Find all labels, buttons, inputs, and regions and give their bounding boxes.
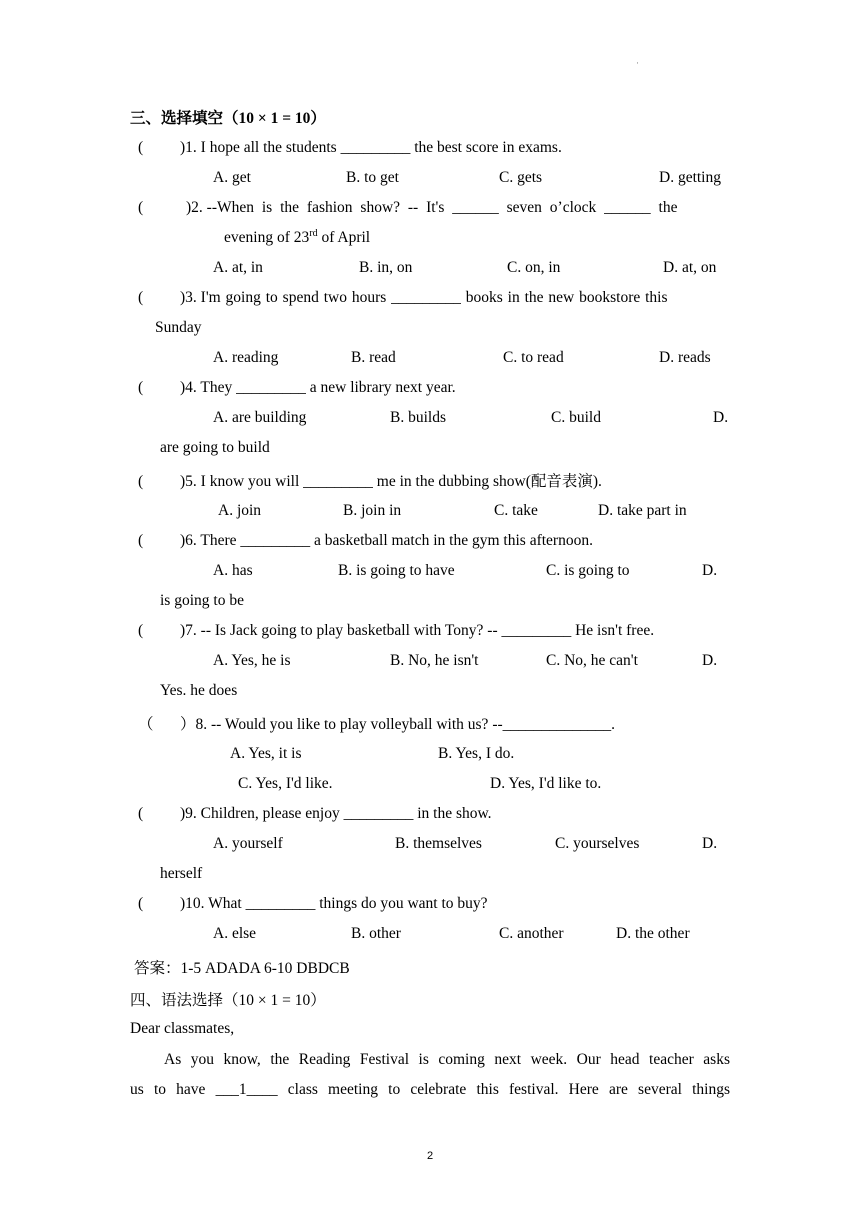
question-number: )5. [180,473,201,490]
option-b: B. is going to have [338,562,455,579]
section-4-title: 四、语法选择（10 × 1 = 10） [130,992,326,1009]
option-c: C. gets [499,169,543,186]
question-7 [138,622,730,640]
option-c: C. to read [503,349,564,366]
option-b: B. join in [343,502,402,519]
question-number: )9. [180,805,201,822]
option-c: C. on, in [507,259,561,276]
answer-paren: ( [138,622,144,639]
option-d: D. take part in [598,502,687,519]
question-3 [138,289,730,307]
option-d: D. Yes, I'd like to. [490,775,602,792]
option-c: C. take [494,502,538,519]
question-2 [138,199,730,217]
option-a: A. else [213,925,257,942]
answer-paren: ( [138,379,144,396]
question-2-continuation: evening of 23rd of April [224,227,371,246]
option-d-text: Yes. he does [160,682,238,699]
paragraph-line: us to have ___1____ class meeting to celebrate this festival. Here are several things [130,1081,730,1098]
paragraph-line: As you know, the Reading Festival is coming next week. Our head teacher asks [164,1051,730,1068]
option-a: A. join [218,502,262,519]
option-c: C. another [499,925,564,942]
option-c: C. No, he can't [546,652,638,669]
question-number: )7. [180,622,201,639]
answer-paren: ( [138,139,144,156]
question-text: I know you will _________ me in the dubbing show(配音表演). [200,473,602,490]
option-c: C. yourselves [555,835,640,852]
option-d-text: are going to build [160,439,270,456]
option-c: C. build [551,409,601,426]
option-d: D. getting [659,169,721,186]
answer-paren: ( [138,895,144,912]
question-1 [138,139,730,157]
answer-paren: ( [138,805,144,822]
option-d: D. at, on [663,259,717,276]
question-10 [138,895,730,913]
option-a: A. Yes, he is [213,652,291,669]
option-d-text: herself [160,865,203,882]
answer-paren: ( [138,199,144,216]
option-a: A. at, in [213,259,263,276]
page-number: 2 [426,1150,434,1162]
option-b: B. other [351,925,401,942]
question-text: I hope all the students _________ the best score in exams. [200,139,562,156]
question-text: There _________ a basketball match in the gym this afternoon. [200,532,593,549]
question-number: )6. [180,532,201,549]
option-b: B. read [351,349,396,366]
question-9 [138,805,730,823]
option-d: D. the other [616,925,690,942]
option-a: A. Yes, it is [230,745,302,762]
question-number: )2. [186,199,207,216]
question-number: )3. [180,289,201,306]
option-b: B. themselves [395,835,482,852]
option-b: B. No, he isn't [390,652,479,669]
question-4 [138,379,730,397]
letter-greeting: Dear classmates, [130,1020,235,1037]
option-d: D. reads [659,349,711,366]
answer-paren: ( [138,289,144,306]
option-d: D. [702,652,718,669]
answer-key: 答案：1-5 ADADA 6-10 DBDCB [134,960,350,977]
option-a: A. are building [213,409,307,426]
question-text: --When is the fashion show? -- It's ______ seven o’clock ______ the [206,199,678,216]
question-number: )10. [180,895,209,912]
answer-paren: ( [138,532,144,549]
header-mark: · [636,58,639,68]
question-text: I'm going to spend two hours _________ books in the new bookstore this [200,289,668,306]
option-b: B. builds [390,409,446,426]
option-a: A. has [213,562,253,579]
option-d: D. [713,409,729,426]
question-text: -- Would you like to play volleyball with us? --______________. [211,716,616,733]
question-text: Children, please enjoy _________ in the show. [200,805,492,822]
option-a: A. get [213,169,251,186]
option-b: B. to get [346,169,399,186]
question-6 [138,532,730,550]
question-text: What _________ things do you want to buy? [208,895,488,912]
question-text: -- Is Jack going to play basketball with Tony? -- _________ He isn't free. [200,622,655,639]
option-c: C. Yes, I'd like. [238,775,333,792]
section-3-title: 三、选择填空（10 × 1 = 10） [130,110,326,127]
option-b: B. in, on [359,259,413,276]
option-d: D. [702,835,718,852]
answer-paren: （ [138,716,154,733]
question-number: )4. [180,379,201,396]
option-c: C. is going to [546,562,630,579]
option-a: A. reading [213,349,279,366]
option-d: D. [702,562,718,579]
answer-paren: ( [138,473,144,490]
question-number: ）8. [180,716,212,733]
question-5 [138,469,730,491]
option-d-text: is going to be [160,592,244,609]
question-8 [138,712,730,734]
question-3-continuation: Sunday [155,319,202,336]
option-a: A. yourself [213,835,283,852]
question-text: They _________ a new library next year. [200,379,456,396]
option-b: B. Yes, I do. [438,745,515,762]
question-number: )1. [180,139,201,156]
